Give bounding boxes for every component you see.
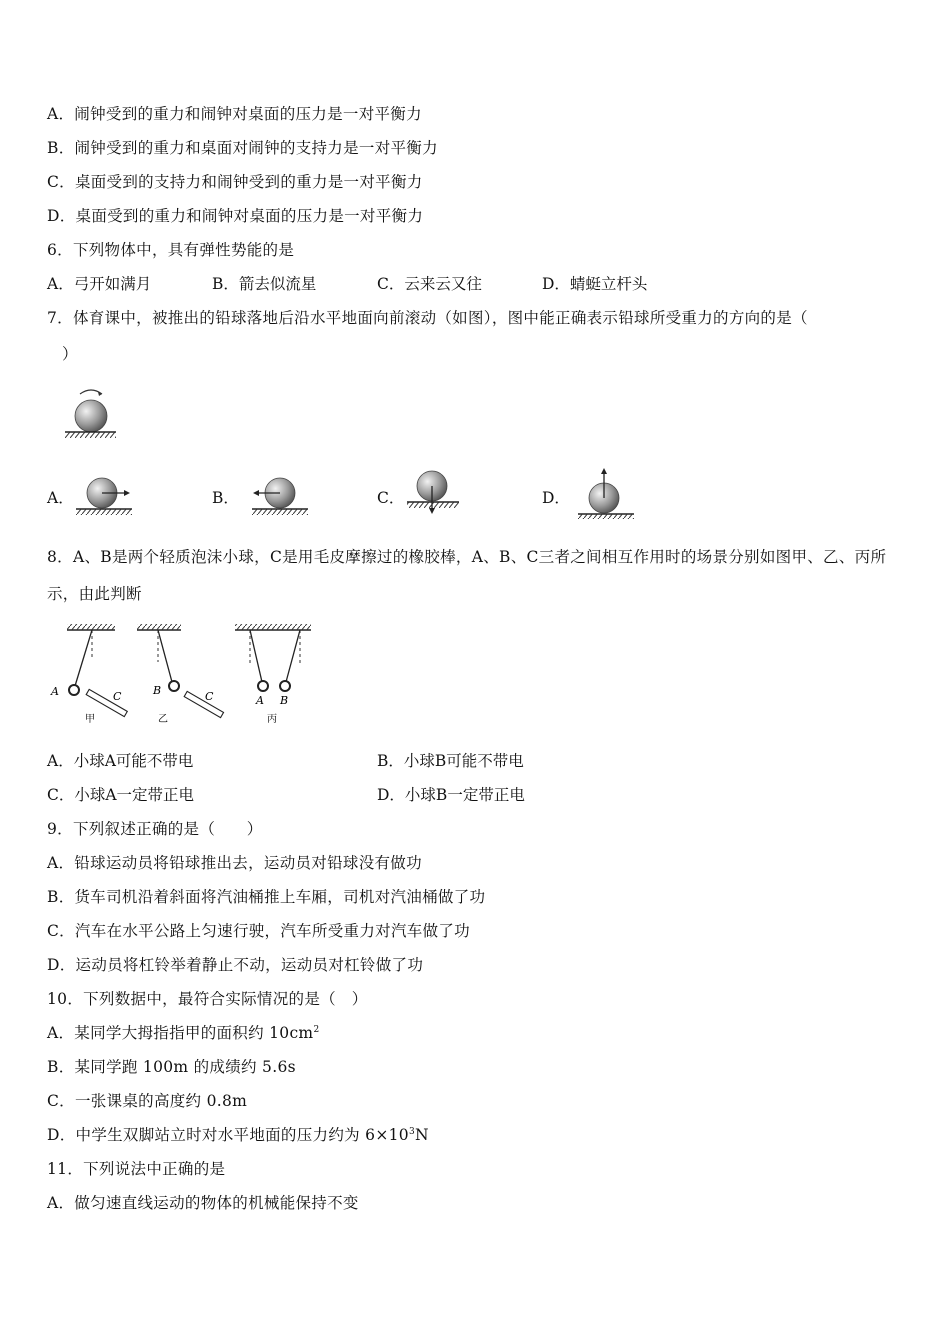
q11-stem: 11．下列说法中正确的是: [47, 1160, 226, 1178]
fig-label-b2: B: [280, 694, 289, 707]
q9-stem: 9．下列叙述正确的是（ ）: [47, 820, 263, 838]
shot-put-ball: [75, 400, 107, 432]
q7-option-b-figure: [248, 472, 310, 520]
q7-stem: 7．体育课中，被推出的铅球落地后沿水平地面向前滚动（如图），图中能正确表示铅球所受重力的方向的是（: [47, 309, 808, 327]
fig-label-c2: C: [205, 690, 214, 703]
arrow-up-icon: [601, 468, 607, 474]
q8-option-c: C．小球A一定带正电: [47, 786, 195, 804]
arrow-left-icon: [253, 490, 259, 496]
fig-label-a1: A: [51, 685, 59, 698]
fig-label-b1: B: [153, 684, 162, 697]
q7-stem-end: ）: [62, 345, 78, 363]
q8-option-d: D．小球B一定带正电: [377, 786, 525, 804]
q8-charge-interaction-figure: [45, 620, 320, 730]
q7-option-b-label: B．: [212, 489, 239, 507]
q6-option-b: B．箭去似流星: [212, 275, 317, 293]
q11-option-a: A．做匀速直线运动的物体的机械能保持不变: [47, 1194, 359, 1212]
fig-label-c1: C: [113, 690, 122, 703]
q9-option-a: A．铅球运动员将铅球推出去，运动员对铅球没有做功: [47, 854, 422, 872]
arrow-right-icon: [124, 490, 130, 496]
q7-option-d-label: D．: [542, 489, 570, 507]
q8-stem-line1: 8．A、B是两个轻质泡沫小球，C是用毛皮摩擦过的橡胶棒，A、B、C三者之间相互作用时的场景分别如图甲、乙、丙所: [47, 548, 887, 566]
q5-option-a: A．闹钟受到的重力和闹钟对桌面的压力是一对平衡力: [47, 105, 422, 123]
q6-stem: 6．下列物体中，具有弹性势能的是: [47, 241, 295, 259]
q9-option-b: B．货车司机沿着斜面将汽油桶推上车厢，司机对汽油桶做了功: [47, 888, 486, 906]
q8-option-b: B．小球B可能不带电: [377, 752, 524, 770]
q7-rolling-ball-figure: [60, 384, 120, 440]
q9-option-c: C．汽车在水平公路上匀速行驶，汽车所受重力对汽车做了功: [47, 922, 470, 940]
fig-label-a2: A: [256, 694, 264, 707]
q5-option-b: B．闹钟受到的重力和桌面对闹钟的支持力是一对平衡力: [47, 139, 438, 157]
q7-option-c-label: C．: [377, 489, 405, 507]
q5-option-d: D．桌面受到的重力和闹钟对桌面的压力是一对平衡力: [47, 207, 424, 225]
q6-option-c: C．云来云又往: [377, 275, 482, 293]
arrow-down-icon: [429, 508, 435, 514]
q10-option-a: A．某同学大拇指指甲的面积约 $10cm^2$: [47, 1024, 320, 1042]
q10-option-d: D．中学生双脚站立时对水平地面的压力约为 $6\times 10^3N$: [47, 1126, 429, 1144]
fig-label-jia: 甲: [85, 714, 95, 725]
q8-stem-line2: 示，由此判断: [47, 585, 142, 603]
q9-option-d: D．运动员将杠铃举着静止不动，运动员对杠铃做了功: [47, 956, 424, 974]
q10-stem: 10．下列数据中，最符合实际情况的是（ ）: [47, 990, 368, 1008]
q10-option-b: B．某同学跑 100m 的成绩约 5.6s: [47, 1058, 296, 1076]
fig-label-yi: 乙: [158, 714, 168, 725]
fig-label-bing: 丙: [267, 714, 277, 725]
q7-option-a-figure: [72, 472, 134, 520]
q6-option-d: D．蜻蜓立杆头: [542, 275, 648, 293]
q10-option-c: C．一张课桌的高度约 0.8m: [47, 1092, 248, 1110]
q7-option-c-figure: [404, 466, 462, 518]
q7-option-d-figure: [574, 464, 636, 520]
q6-option-a: A．弓开如满月: [47, 275, 152, 293]
q7-option-a-label: A．: [47, 489, 74, 507]
q5-option-c: C．桌面受到的支持力和闹钟受到的重力是一对平衡力: [47, 173, 423, 191]
q8-option-a: A．小球A可能不带电: [47, 752, 194, 770]
